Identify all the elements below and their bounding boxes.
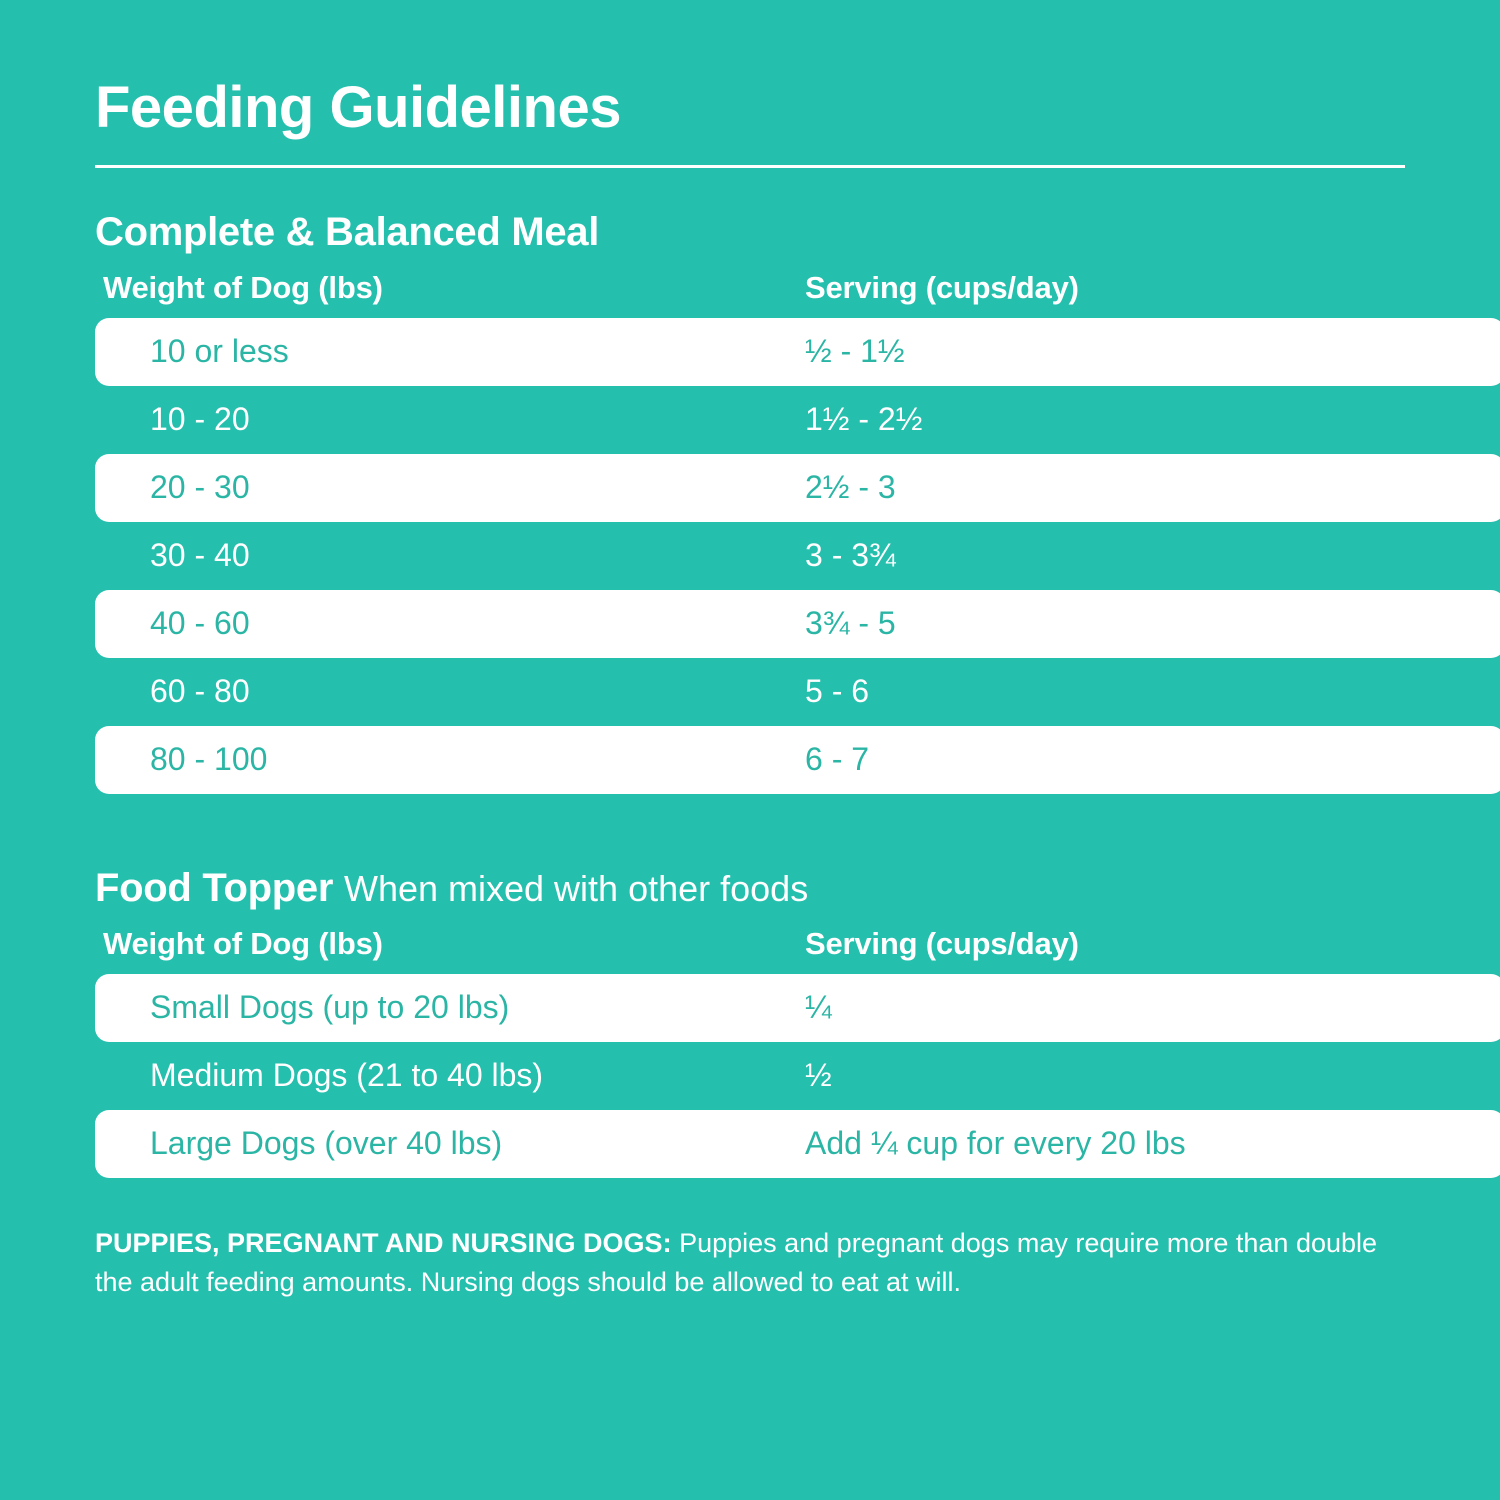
table-row xyxy=(95,1110,1500,1178)
footnote-text: Puppies and pregnant dogs may require more than double the adult feeding amounts. Nursing dogs should be allowed to eat at will. xyxy=(95,1227,1378,1298)
section-1-title: Complete & Balanced Meal xyxy=(95,209,600,254)
column-header-weight: Weight of Dog (lbs) xyxy=(103,269,383,305)
cell-weight: 10 or less xyxy=(150,333,289,370)
cell-serving: Add ¼ cup for every 20 lbs xyxy=(805,1125,1186,1162)
section-heading-food-topper xyxy=(95,866,1405,910)
cell-weight: 40 - 60 xyxy=(150,605,250,642)
cell-serving: ½ - 1½ xyxy=(805,333,905,370)
cell-serving: ¼ xyxy=(805,989,832,1026)
cell-weight: Small Dogs (up to 20 lbs) xyxy=(150,989,510,1026)
section-2-column-headers xyxy=(95,926,1405,962)
footnote xyxy=(95,1224,1405,1302)
table-row xyxy=(95,974,1500,1042)
cell-weight: 30 - 40 xyxy=(150,537,250,574)
table-row xyxy=(95,590,1500,658)
section-heading-complete-balanced-meal xyxy=(95,210,1405,254)
table-row xyxy=(95,522,1500,590)
food-topper-table xyxy=(95,974,1500,1178)
cell-weight: 80 - 100 xyxy=(150,741,268,778)
cell-serving: 5 - 6 xyxy=(805,673,870,710)
cell-serving: 6 - 7 xyxy=(805,741,870,778)
table-row xyxy=(95,318,1500,386)
table-row xyxy=(95,454,1500,522)
cell-weight: 10 - 20 xyxy=(150,401,250,438)
cell-serving: 1½ - 2½ xyxy=(805,401,923,438)
cell-serving: ½ xyxy=(805,1057,832,1094)
column-header-serving: Serving (cups/day) xyxy=(805,925,1079,961)
table-row xyxy=(95,726,1500,794)
footnote-label: PUPPIES, PREGNANT AND NURSING DOGS: xyxy=(95,1227,672,1258)
section-2-title: Food Topper xyxy=(95,865,334,910)
cell-weight: 20 - 30 xyxy=(150,469,250,506)
column-header-serving: Serving (cups/day) xyxy=(805,269,1079,305)
column-header-weight: Weight of Dog (lbs) xyxy=(103,925,383,961)
title-divider xyxy=(95,165,1405,168)
section-2-subtitle: When mixed with other foods xyxy=(343,867,809,909)
cell-serving: 3 - 3¾ xyxy=(805,537,896,574)
cell-weight: Medium Dogs (21 to 40 lbs) xyxy=(150,1057,544,1094)
cell-weight: Large Dogs (over 40 lbs) xyxy=(150,1125,503,1162)
cell-weight: 60 - 80 xyxy=(150,673,250,710)
section-1-column-headers xyxy=(95,270,1405,306)
complete-balanced-meal-table xyxy=(95,318,1500,794)
table-row xyxy=(95,1042,1500,1110)
cell-serving: 3¾ - 5 xyxy=(805,605,896,642)
page-title: Feeding Guidelines xyxy=(95,75,621,140)
cell-serving: 2½ - 3 xyxy=(805,469,896,506)
table-row xyxy=(95,658,1500,726)
table-row xyxy=(95,386,1500,454)
